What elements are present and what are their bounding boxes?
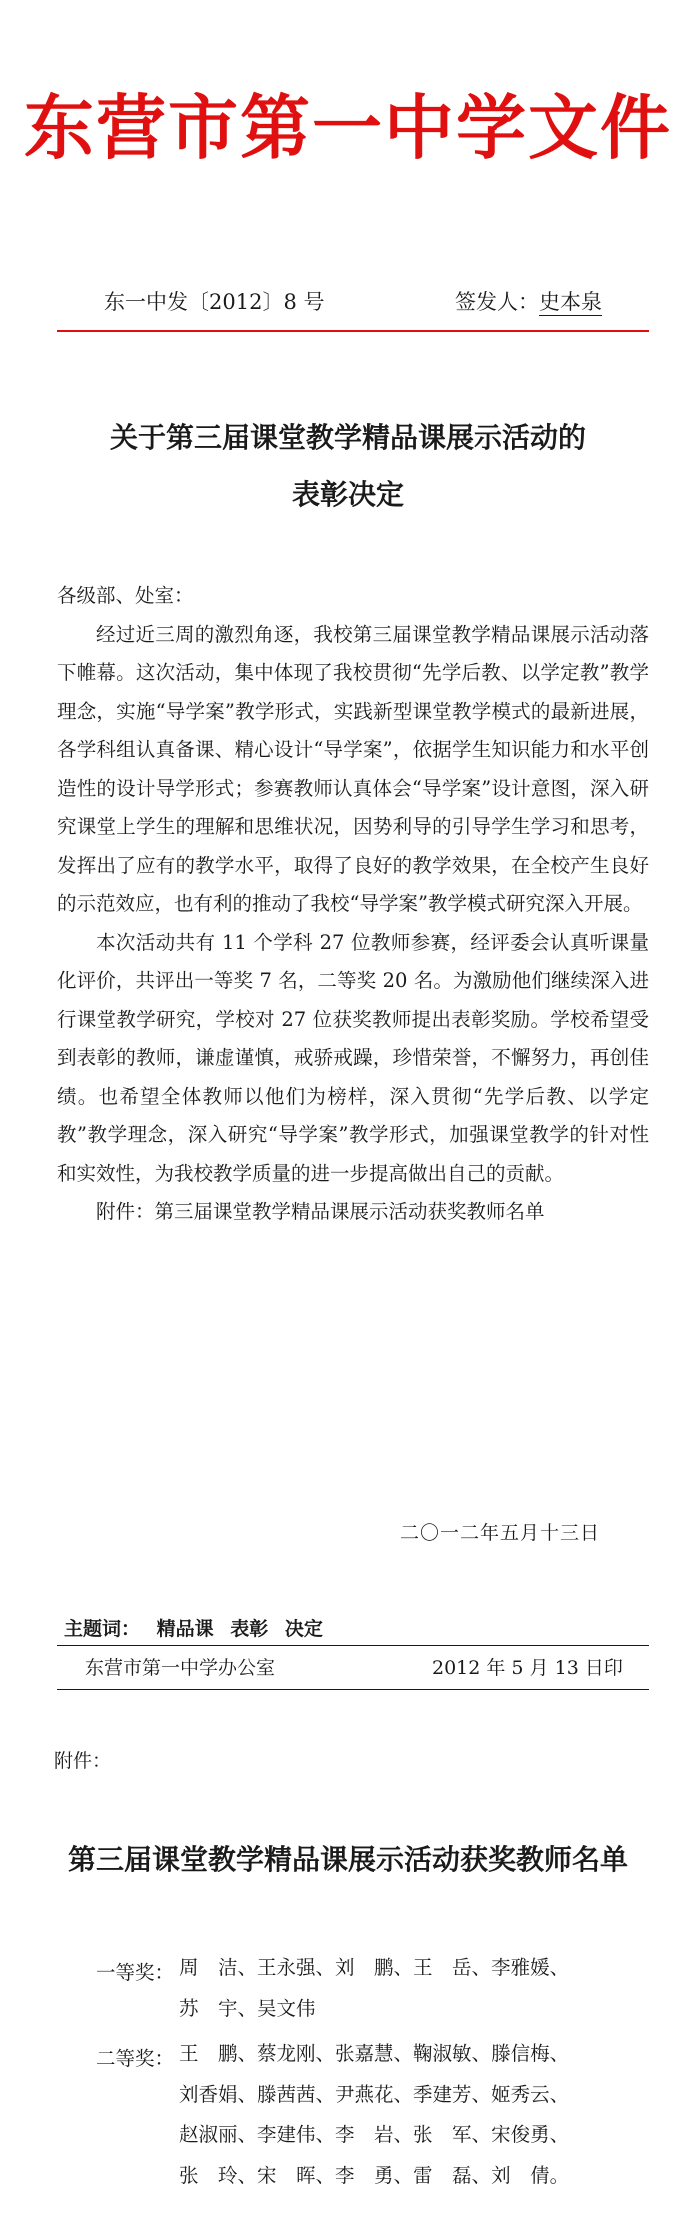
keyword: 决定 xyxy=(284,1618,323,1640)
document-title-line1: 关于第三届课堂教学精品课展示活动的 xyxy=(109,421,586,454)
red-divider xyxy=(57,330,649,332)
winner-name: 刘香娟、 xyxy=(179,2082,258,2106)
footer-rule-top xyxy=(57,1645,649,1646)
winner-name: 季建芳、 xyxy=(413,2082,492,2106)
name-row xyxy=(179,2034,649,2075)
winner-name: 刘 倩。 xyxy=(491,2163,570,2187)
second-prize-names xyxy=(179,2034,649,2196)
name-row xyxy=(179,2115,649,2156)
name-row xyxy=(179,2075,649,2116)
paragraph-1: 经过近三周的激烈角逐，我校第三届课堂教学精品课展示活动落下帷幕。这次活动，集中体现了我校贯彻“先学后教、以学定教”教学理念，实施“导学案”教学形式，实践新型课堂教学模式的最新进展，各学科组认真备课、精心设计“导学案”，依据学生知识能力和水平创造性的设计导学形式；参赛教师认真体会“导学案”设计意图，深入研究课堂上学生的理解和思维状况，因势利导的引导学生学习和思考，发挥出了应有的教学水平，取得了良好的教学效果，在全校产生良好的示范效应，也有利的推动了我校“导学案”教学模式研究深入开展。 xyxy=(57,622,649,915)
print-date: 2012 年 5 月 13 日印 xyxy=(432,1657,623,1679)
winner-name: 王 鹏、 xyxy=(179,2042,258,2065)
signer xyxy=(455,286,602,316)
first-prize-label: 一等奖： xyxy=(96,1961,175,1984)
keyword: 精品课 xyxy=(156,1618,214,1640)
name-row xyxy=(179,1989,649,2030)
paragraph-2: 本次活动共有 11 个学科 27 位教师参赛，经评委会认真听课量化评价，共评出一等奖 7 名，二等奖 20 名。为激励他们继续深入进行课堂教学研究，学校对 27 位获奖教师提出表彰奖励。学校希望受到表彰的教师，谦虚谨慎，戒骄戒躁，珍惜荣誉，不懈努力，再创佳绩。也希望全体教师以他们为榜样，深入贯彻“先学后教、以学定教”教学理念，深入研究“导学案”教学形式，加强课堂教学的针对性和实效性，为我校教学质量的进一步提高做出自己的贡献。 xyxy=(57,930,649,1185)
winner-name: 蔡龙刚、 xyxy=(257,2042,336,2065)
winner-name: 雷 磊、 xyxy=(413,2163,492,2187)
winner-name: 宋 晖、 xyxy=(257,2163,336,2187)
winner-name: 李雅媛、 xyxy=(491,1956,570,1979)
footer-rule-bottom xyxy=(57,1689,649,1690)
winner-name: 宋俊勇、 xyxy=(491,2123,570,2146)
attachment-title: 第三届课堂教学精品课展示活动获奖教师名单 xyxy=(67,1843,628,1876)
winner-name: 周 洁、 xyxy=(179,1956,258,1979)
winner-name: 李 勇、 xyxy=(335,2163,414,2187)
body-content xyxy=(57,577,649,1232)
winner-name: 李建伟、 xyxy=(257,2123,336,2146)
winner-name: 姬秀云、 xyxy=(491,2082,570,2106)
salutation: 各级部、处室： xyxy=(57,584,194,607)
document-title-line2: 表彰决定 xyxy=(291,478,404,511)
topic-words xyxy=(64,1614,323,1641)
signer-name: 史本泉 xyxy=(539,290,602,314)
winner-name: 张嘉慧、 xyxy=(335,2042,414,2065)
topic-label: 主题词： xyxy=(64,1618,141,1640)
document-number: 东一中发〔2012〕8 号 xyxy=(104,290,325,314)
winner-name: 滕茜茜、 xyxy=(257,2082,336,2106)
winner-name: 尹燕花、 xyxy=(335,2082,414,2106)
winner-name: 张 军、 xyxy=(413,2123,492,2146)
issuer: 东营市第一中学办公室 xyxy=(85,1657,276,1679)
winner-name: 吴文伟 xyxy=(257,1996,316,2020)
winner-name: 王永强、 xyxy=(257,1956,336,1979)
first-prize-names xyxy=(179,1948,649,2029)
issue-date: 二〇一二年五月十三日 xyxy=(400,1522,601,1544)
attachment-label: 附件： xyxy=(54,1750,112,1772)
attachment-note: 附件：第三届课堂教学精品课展示活动获奖教师名单 xyxy=(96,1200,545,1223)
document-masthead: 东营市第一中学文件 xyxy=(24,86,672,169)
winner-name: 滕信梅、 xyxy=(491,2042,570,2065)
second-prize-label: 二等奖： xyxy=(96,2047,175,2070)
signer-label: 签发人： xyxy=(455,290,539,314)
winner-name: 赵淑丽、 xyxy=(179,2123,258,2146)
winner-name: 张 玲、 xyxy=(179,2163,258,2187)
winner-name: 李 岩、 xyxy=(335,2123,414,2146)
winner-name: 苏 宇、 xyxy=(179,1996,258,2020)
name-row xyxy=(179,1948,649,1989)
winner-name: 王 岳、 xyxy=(413,1956,492,1979)
winner-name: 鞠淑敏、 xyxy=(413,2042,492,2065)
name-row xyxy=(179,2156,649,2197)
winner-name: 刘 鹏、 xyxy=(335,1956,414,1979)
keyword: 表彰 xyxy=(230,1618,269,1640)
